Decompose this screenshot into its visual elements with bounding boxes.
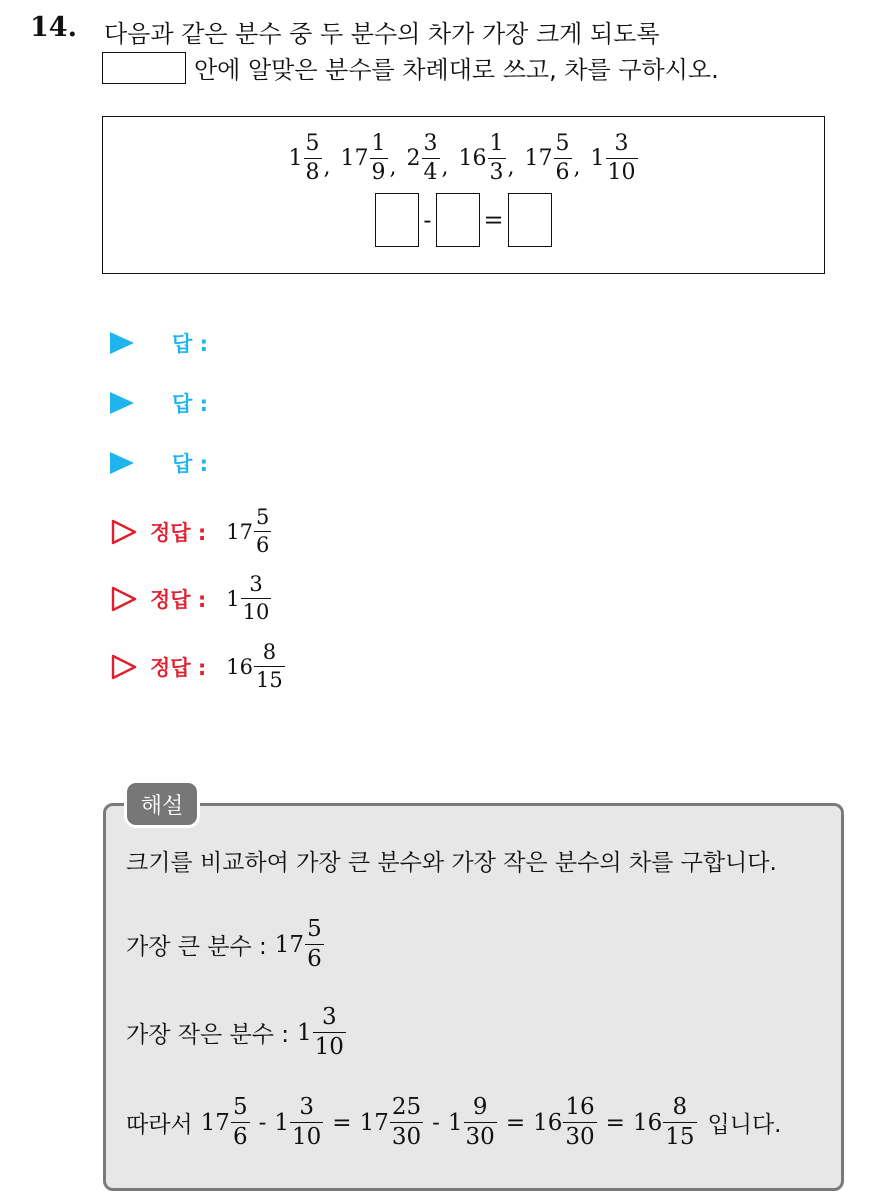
answer-row-3 [110,443,208,483]
calc-fraction [201,1096,251,1149]
calc-fraction [533,1096,598,1149]
fraction-whole: 17 [200,1109,230,1136]
fraction [290,1096,323,1149]
answer-label: 답 : [172,392,208,416]
fraction-denominator: 15 [665,1124,695,1150]
play-triangle-icon [110,452,134,474]
correct-answer-row [110,507,272,556]
answer-square-3[interactable] [508,193,552,247]
fraction [464,1096,497,1149]
fraction [390,1096,423,1149]
minus-sign: - [423,206,432,234]
question-text-line2: 안에 알맞은 분수를 차례대로 쓰고, 차를 구하시오. [194,56,719,84]
comma-separator: , [507,155,515,180]
comma-separator: , [441,155,449,180]
fraction-option [525,133,573,184]
minus-sign: - [258,1109,267,1136]
answer-blank-box [102,52,186,84]
fraction [663,1096,696,1149]
calc-fraction [633,1096,698,1149]
fraction-numerator: 5 [256,505,270,529]
fraction [241,574,272,623]
fraction-denominator: 4 [423,160,438,185]
comma-separator: , [323,155,331,180]
fraction-numerator: 3 [614,131,629,156]
minus-sign: - [432,1109,440,1136]
fraction-denominator: 6 [555,160,570,185]
comma-separator: , [573,155,581,180]
fraction [254,642,285,691]
equals-sign: = [483,206,504,234]
fraction-option [341,133,389,184]
fraction-denominator: 30 [391,1124,422,1150]
fraction-option [459,133,507,184]
fraction-denominator: 10 [242,600,270,624]
fraction-numerator: 3 [299,1094,314,1120]
answer-square-1[interactable] [375,193,419,247]
fraction-denominator: 10 [314,1034,344,1060]
question-text-line2-row [102,50,719,85]
largest-fraction [275,918,325,971]
fraction-whole: 17 [524,146,553,171]
outline-triangle-icon [110,585,138,613]
question-number: 14. [30,12,77,43]
fraction-whole: 1 [297,1019,312,1046]
correct-label: 정답 : [150,587,207,612]
fraction-denominator: 6 [232,1124,248,1150]
play-triangle-icon [110,332,134,354]
play-triangle-icon [110,392,134,414]
fraction [554,133,572,184]
fraction-numerator: 5 [555,131,570,156]
fraction-denominator: 6 [307,946,322,972]
fraction-numerator: 8 [672,1094,688,1120]
equals-sign: = [505,1109,526,1136]
explanation-tag: 해설 [127,783,197,825]
fraction [313,1006,346,1059]
answer-row-2 [110,383,208,423]
fraction [606,133,638,184]
correct-label: 정답 : [150,520,207,545]
explanation-box [103,803,844,1191]
fraction-numerator: 25 [391,1094,422,1120]
fraction-denominator: 15 [256,668,283,692]
fraction-list [103,133,824,184]
fraction-numerator: 1 [371,131,386,156]
answer-square-2[interactable] [436,193,480,247]
fraction-denominator: 10 [607,160,636,185]
fraction-whole: 16 [458,146,487,171]
fraction-denominator: 3 [489,160,504,185]
fraction-denominator: 9 [371,160,386,185]
fraction-whole: 16 [226,654,254,679]
fraction-denominator: 8 [305,160,320,185]
explanation-largest: 가장 큰 분수 : 17 $\frac{5}{6}$ [126,918,325,971]
fraction-whole: 1 [288,146,303,171]
fraction-whole: 17 [340,146,369,171]
fraction-numerator: 5 [307,916,322,942]
fraction-numerator: 3 [321,1004,337,1030]
outline-triangle-icon [110,653,138,681]
fraction-numerator: 5 [305,131,320,156]
equation-row [103,193,824,247]
fraction-whole: 1 [226,586,240,611]
fraction-option [591,133,639,184]
fraction-whole: 17 [359,1109,389,1136]
fraction [370,133,388,184]
problem-box [102,116,825,274]
fraction-numerator: 8 [262,640,277,664]
fraction-numerator: 16 [565,1094,595,1120]
fraction-denominator: 30 [565,1124,595,1150]
fraction-whole: 17 [226,519,254,544]
comma-separator: , [389,155,397,180]
smallest-fraction [297,1006,347,1059]
equals-sign: = [605,1109,625,1136]
fraction-option [407,133,441,184]
answer-label: 답 : [172,452,208,476]
fraction-whole: 1 [447,1109,463,1136]
correct-label: 정답 : [150,655,207,680]
correct-answer-row [110,642,286,691]
fraction [305,918,324,971]
fraction-whole: 16 [533,1109,563,1136]
equals-sign: = [332,1109,352,1136]
fraction-denominator: 10 [292,1124,322,1150]
fraction-whole: 1 [274,1109,289,1136]
fraction [563,1096,596,1149]
fraction-option [289,133,323,184]
fraction-denominator: 30 [465,1124,495,1150]
fraction [254,507,271,556]
fraction-whole: 17 [274,931,305,958]
answer-label: 답 : [172,332,208,356]
fraction-whole: 2 [406,146,421,171]
fraction-numerator: 3 [249,572,263,596]
question-text-line1: 다음과 같은 분수 중 두 분수의 차가 가장 크게 되도록 [104,20,660,48]
fraction [488,133,506,184]
fraction [231,1096,250,1149]
correct-answer-value [226,642,285,691]
explanation-calculation: 따라서 17 $\frac{5}{6}$ - 1 $\frac{3}{10}$ = 17 $\frac{25}{30}$ - 1 $\frac{9}{30}$ = 16 $\frac{16}{30}$ = 16 $\frac{8}{15}$ 입니다. [126,1094,782,1150]
fraction [422,133,440,184]
calc-fraction [274,1096,324,1149]
calc-fraction [448,1096,498,1149]
fraction-whole: 1 [590,146,605,171]
fraction-whole: 16 [632,1109,663,1136]
fraction-numerator: 5 [232,1094,248,1120]
fraction-numerator: 3 [423,131,438,156]
fraction-denominator: 6 [256,533,270,557]
fraction-numerator: 9 [472,1094,488,1120]
explanation-line1: 크기를 비교하여 가장 큰 분수와 가장 작은 분수의 차를 구합니다. [126,850,777,876]
explanation-smallest: 가장 작은 분수 : 1 $\frac{3}{10}$ [126,1006,347,1059]
correct-answer-row [110,574,272,623]
fraction-numerator: 1 [489,131,504,156]
correct-answer-value [226,507,272,556]
correct-answer-value [226,574,272,623]
answer-row-1 [110,323,208,363]
outline-triangle-icon [110,518,138,546]
fraction [304,133,322,184]
calc-fraction [360,1096,425,1149]
